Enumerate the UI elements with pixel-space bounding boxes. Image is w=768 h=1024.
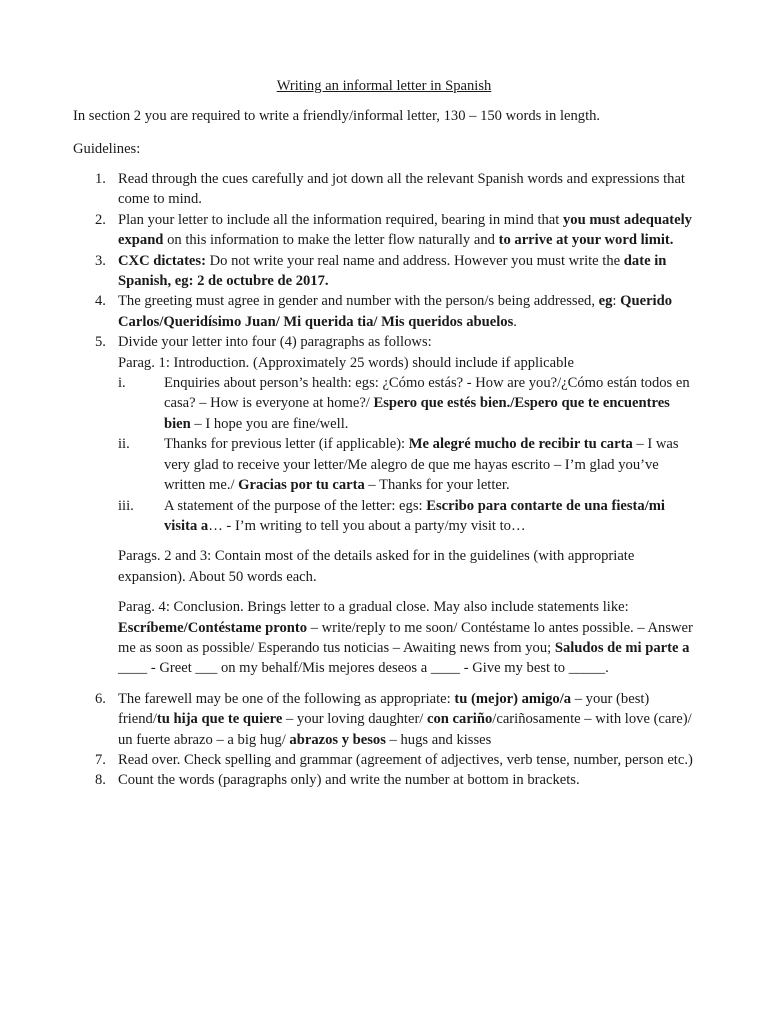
text-run: The farewell may be one of the following as appropriate: xyxy=(118,690,455,707)
bold-text: Gracias por tu carta xyxy=(238,477,365,494)
bold-text: date in Spanish, eg: 2 de octubre de 2017. xyxy=(118,252,667,290)
list-number: 2. xyxy=(95,211,106,228)
list-number: 3. xyxy=(95,252,106,269)
page-title: Writing an informal letter in Spanish xyxy=(276,78,492,94)
parag1-text: Parag. 1: Introduction. (Approximately 25 words) should include if applicable xyxy=(118,354,574,371)
list-item-text xyxy=(164,496,693,537)
list-item xyxy=(73,251,693,292)
bold-text: tu (mejor) amigo/a xyxy=(454,690,572,707)
list-item xyxy=(73,291,693,332)
bold-text: to arrive at your word limit. xyxy=(498,232,674,249)
list-item-text xyxy=(118,770,693,790)
list-item-text xyxy=(118,210,693,251)
text-run: Do not write your real name and address. However you must write the xyxy=(205,252,624,269)
list-item-text xyxy=(164,434,693,495)
list-number: 6. xyxy=(95,690,106,707)
text-run: Count the words (paragraphs only) and write the number at bottom in brackets. xyxy=(118,772,580,789)
list-number: 4. xyxy=(95,293,106,310)
list-item-text xyxy=(164,373,693,434)
text-run: – hugs and kisses xyxy=(385,731,492,748)
list-item-text xyxy=(118,169,693,210)
bold-text: abrazos y besos xyxy=(289,731,386,748)
list-number: 5. xyxy=(95,334,106,351)
text-run: – your (best) friend/ xyxy=(118,690,650,728)
text-run: Thanks for previous letter (if applicable): xyxy=(164,436,409,453)
bold-text: Querido Carlos/Queridísimo Juan/ Mi querida tia/ Mis queridos abuelos xyxy=(118,293,673,330)
text-run: Read over. Check spelling and grammar (agreement of adjectives, verb tense, number, person etc.) xyxy=(118,751,693,768)
bold-text: Escríbeme/Contéstame pronto xyxy=(118,619,308,636)
text-run: Enquiries about person’s health: egs: ¿Cómo estás? - How are you?/¿Cómo están todos en casa? – How is everyone at home?/ xyxy=(164,375,690,412)
list-item xyxy=(73,169,693,210)
guidelines-list xyxy=(73,169,693,791)
list-item xyxy=(73,770,693,790)
guidelines-label: Guidelines: xyxy=(73,141,141,157)
text-run: on this information to make the letter flow naturally and xyxy=(163,232,499,249)
list-number: 8. xyxy=(95,772,106,789)
text-run: … - I’m writing to tell you about a party/my visit to… xyxy=(208,517,526,534)
bold-text: con cariño xyxy=(427,711,493,728)
text-run: The greeting must agree in gender and number with the person/s being addressed, xyxy=(118,293,599,310)
parag4-text xyxy=(118,597,693,679)
list-number: iii. xyxy=(118,497,134,514)
sub-list-item xyxy=(118,373,693,434)
list-item-text xyxy=(118,750,693,770)
list-number: i. xyxy=(118,375,126,392)
text-run: Divide your letter into four (4) paragraphs as follows: xyxy=(118,334,432,351)
text-run: : xyxy=(612,293,621,310)
list-number: 7. xyxy=(95,751,106,768)
text-run: Parag. 4: Conclusion. Brings letter to a gradual close. May also include statements like: xyxy=(118,599,629,616)
list-item-text xyxy=(118,689,693,750)
bold-text: CXC dictates: xyxy=(118,252,206,269)
parag23-text: Parags. 2 and 3: Contain most of the details asked for in the guidelines (with appropriate expansion). About 50 words each. xyxy=(118,548,635,585)
list-number: ii. xyxy=(118,436,130,453)
text-run: – your loving daughter/ xyxy=(282,711,428,728)
list-item-text xyxy=(118,291,693,332)
bold-text: Saludos de mi parte a xyxy=(554,639,690,656)
bold-text: Espero que estés bien./Espero que te encuentres bien xyxy=(164,395,670,432)
parag1-subitems xyxy=(118,373,693,536)
paragraph-plan xyxy=(73,353,693,679)
bold-text: eg xyxy=(598,293,613,310)
guidelines-items-6-8 xyxy=(73,689,693,791)
guidelines-items-1-5 xyxy=(73,169,693,353)
list-item-text xyxy=(118,251,693,292)
text-run: – write/reply to me soon/ Contéstame lo antes possible. – Answer me as soon as possible/ Esperando tus noticias – Awaiting news from you; xyxy=(118,619,693,656)
intro-paragraph: In section 2 you are required to write a friendly/informal letter, 130 – 150 words in length. xyxy=(73,108,601,124)
text-run: ____ - Greet ___ on my behalf/Mis mejores deseos a ____ - Give my best to _____. xyxy=(118,660,609,677)
list-item xyxy=(73,689,693,750)
text-run: /cariñosamente – with love (care)/ un fuerte abrazo – a big hug/ xyxy=(118,711,692,748)
text-run: Plan your letter to include all the information required, bearing in mind that xyxy=(118,211,563,228)
sub-list-item xyxy=(118,496,693,537)
list-item xyxy=(73,210,693,251)
text-run: – I was very glad to receive your letter/Me alegro de que me hayas escrito – I’m glad you’ve written me./ xyxy=(164,436,679,494)
bold-text: tu hija que te quiere xyxy=(156,711,283,728)
bold-text: Escribo para contarte de una fiesta/mi visita a xyxy=(164,497,665,534)
text-run: Read through the cues carefully and jot down all the relevant Spanish words and expressions that come to mind. xyxy=(118,171,685,208)
list-number: 1. xyxy=(95,171,106,187)
text-run: – Thanks for your letter. xyxy=(364,477,510,494)
list-item xyxy=(73,332,693,352)
bold-text: you must adequately expand xyxy=(118,211,692,249)
sub-list-item xyxy=(118,434,693,495)
list-item-text xyxy=(118,332,693,352)
list-item xyxy=(73,750,693,770)
text-run: . xyxy=(513,313,517,330)
text-run: – I hope you are fine/well. xyxy=(190,415,349,432)
bold-text: Me alegré mucho de recibir tu carta xyxy=(408,436,633,453)
text-run: A statement of the purpose of the letter: egs: xyxy=(164,497,427,514)
